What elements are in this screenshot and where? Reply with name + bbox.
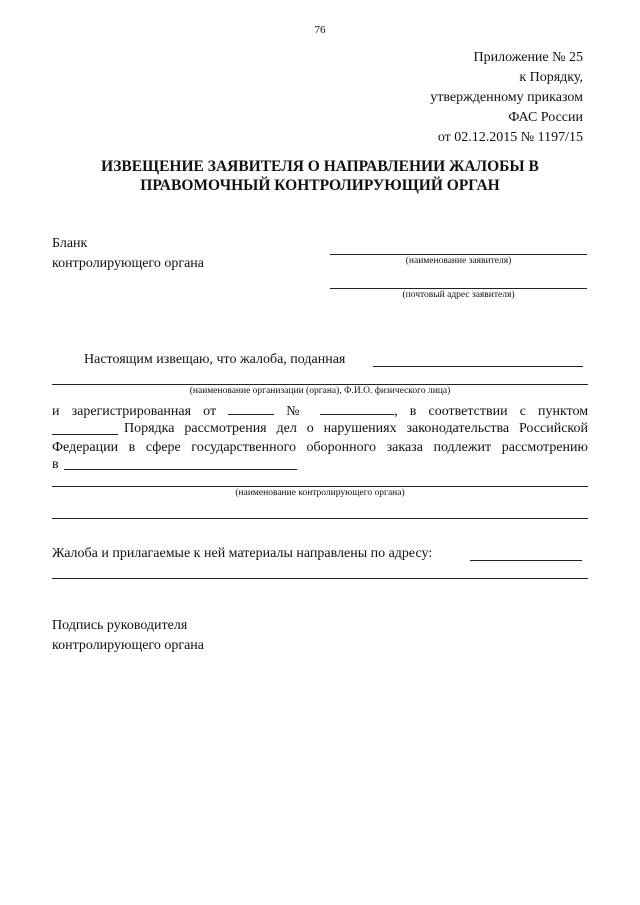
appendix-line: от 02.12.2015 № 1197/15	[437, 130, 583, 145]
submitted-by-field[interactable]	[373, 366, 583, 367]
word: соответствии	[428, 404, 508, 419]
notice-intro: Настоящим извещаю, что жалоба, поданная	[84, 352, 346, 367]
word: №	[286, 404, 309, 419]
signature-label	[52, 616, 204, 656]
page-number: 76	[314, 24, 326, 36]
signature-line: контролирующего органа	[52, 638, 204, 653]
organization-caption: (наименование организации (органа), Ф.И.О. физического лица)	[189, 386, 451, 396]
letterhead-line: Бланк	[52, 236, 88, 251]
appendix-line: утвержденному приказом	[430, 90, 583, 105]
title-line: ПРАВОМОЧНЫЙ КОНТРОЛИРУЮЩИЙ ОРГАН	[140, 177, 500, 194]
forwarding-address-label: Жалоба и прилагаемые к ней материалы направлены по адресу:	[52, 546, 433, 561]
word: и	[52, 404, 60, 419]
document-title	[0, 157, 640, 195]
appendix-line: к Порядку,	[519, 70, 583, 85]
appendix-line: ФАС России	[508, 110, 583, 125]
applicant-address-caption: (почтовый адрес заявителя)	[402, 290, 515, 300]
authority-caption: (наименование контролирующего органа)	[235, 488, 405, 498]
authority-field-continued[interactable]	[52, 518, 588, 519]
authority-field[interactable]	[52, 486, 588, 487]
word: с	[519, 404, 526, 419]
procedure-text-continued: Федерации в сфере государственного оборонного заказа подлежит рассмотрению	[52, 440, 588, 455]
title-line: ИЗВЕЩЕНИЕ ЗАЯВИТЕЛЯ О НАПРАВЛЕНИИ ЖАЛОБЫ В	[101, 158, 539, 175]
comma: ,	[394, 404, 398, 419]
registration-date-field[interactable]	[228, 400, 274, 415]
forwarding-address-field-continued[interactable]	[52, 578, 588, 579]
applicant-name-caption: (наименование заявителя)	[405, 256, 512, 266]
letterhead-label	[52, 234, 204, 274]
organization-field[interactable]	[52, 384, 588, 385]
applicant-address-field[interactable]	[330, 288, 587, 289]
procedure-text: Порядка рассмотрения дел о нарушениях законодательства Российской	[124, 421, 588, 436]
review-in-label: в	[52, 457, 59, 472]
clause-number-field[interactable]	[52, 434, 118, 435]
registration-number-field[interactable]	[320, 400, 394, 415]
forwarding-address-field[interactable]	[470, 560, 582, 561]
word: зарегистрированная	[71, 404, 192, 419]
word: от	[203, 404, 217, 419]
review-authority-field[interactable]	[64, 469, 297, 470]
appendix-reference	[430, 48, 583, 148]
appendix-line: Приложение № 25	[473, 50, 583, 65]
word: пунктом	[537, 404, 589, 419]
signature-line: Подпись руководителя	[52, 618, 188, 633]
letterhead-line: контролирующего органа	[52, 256, 204, 271]
applicant-name-field[interactable]	[330, 254, 587, 255]
word: в	[409, 404, 417, 419]
